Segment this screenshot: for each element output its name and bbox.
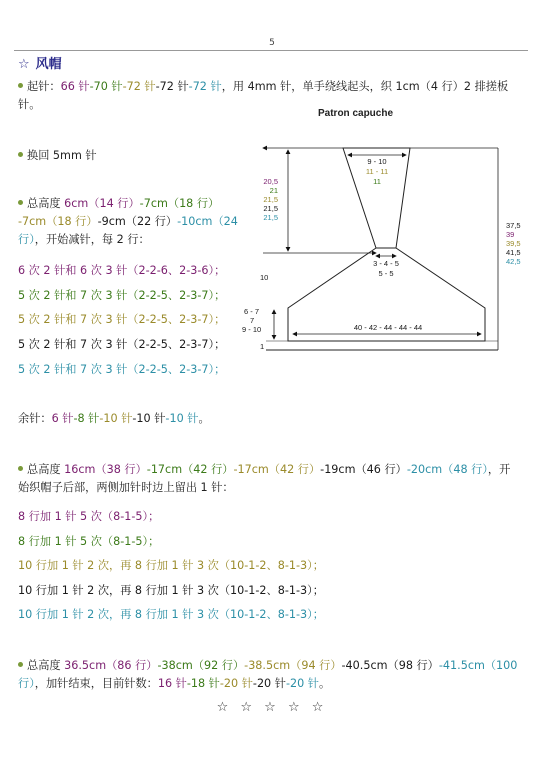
total-height-v3: 39,5	[506, 239, 521, 248]
total-height-v4: 41,5	[506, 248, 521, 257]
increase-line: 10 行加 1 针 2 次，再 8 行加 1 针 3 次（10-1-2、8-1-3）；	[18, 559, 324, 573]
bullet-icon	[18, 83, 23, 88]
increase-line: 8 行加 1 针 5 次（8-1-5）；	[18, 534, 160, 548]
left-height-v5: 21,5	[263, 213, 278, 222]
increase-line: 10 行加 1 针 2 次，再 8 行加 1 针 3 次（10-1-2、8-1-3）；	[18, 583, 324, 597]
total-height-1-paragraph	[18, 195, 248, 249]
total-height-3-prefix: 总高度	[27, 659, 61, 672]
stitch-count: -10 针	[132, 412, 166, 425]
bullet-icon	[18, 466, 23, 471]
decrease-line: 5 次 2 针和 7 次 3 针（2-2-5、2-3-7）；	[18, 288, 226, 302]
stitch-count: -20 针	[285, 677, 319, 690]
total-height-1-line3-teal: 行）	[18, 233, 35, 246]
height-value: 36.5cm（86 行）	[64, 659, 158, 672]
stitch-count: -72 针	[122, 80, 156, 93]
stitch-count: -20 针	[219, 677, 253, 690]
top-width-v1: 9 - 10	[367, 157, 387, 166]
stitch-count: -20 针	[252, 677, 286, 690]
total-height-v2: 39	[506, 230, 515, 239]
total-height-3-line2-mid: ，加针结束，目前针数：	[34, 677, 158, 690]
section-title	[18, 53, 62, 72]
stitch-count: -72 针	[188, 80, 222, 93]
needle-change-text: 换回 5mm 针	[27, 149, 97, 162]
left-height-v1: 20,5	[263, 177, 278, 186]
needle-change-paragraph	[18, 147, 97, 165]
label-10: 10	[260, 273, 269, 282]
total-height-2-line1	[64, 463, 488, 476]
height-value: -17cm（42 行）	[233, 463, 321, 476]
total-height-1-line3-tail: ，开始减针，每 2 行：	[34, 233, 150, 246]
total-height-v5: 42,5	[506, 257, 521, 266]
total-height-v1: 37,5	[506, 221, 521, 230]
total-height-3-counts	[158, 677, 319, 690]
increase-line: 8 行加 1 针 5 次（8-1-5）；	[18, 510, 160, 523]
stitch-count: 6 针	[51, 412, 74, 425]
neck-width-v1: 3 - 4 - 5	[373, 259, 399, 268]
cast-on-tail: ，用 4mm 针，单手绕线起头，织 1cm（4 行）2 排搓板	[221, 80, 509, 93]
height-value: -10cm（24	[177, 215, 238, 228]
left-height-v3: 21,5	[263, 195, 278, 204]
remaining-suffix: 。	[198, 412, 210, 425]
bottom-width-label: 40 - 42 - 44 - 44 - 44	[353, 323, 423, 332]
height-value: -17cm（42 行）	[146, 463, 234, 476]
decrease-line: 5 次 2 针和 7 次 3 针（2-2-5、2-3-7）；	[18, 362, 226, 376]
top-width-v2: 11 - 11	[365, 167, 389, 176]
neck-width-v2: 5 - 5	[378, 269, 394, 278]
title-text: 风帽	[35, 57, 62, 72]
height-value: -40.5cm（98 行）	[341, 659, 439, 672]
top-width-v3: 11	[373, 177, 381, 186]
total-height-1-prefix: 总高度	[27, 197, 61, 210]
left-height-v2: 21	[269, 186, 278, 195]
bullet-icon	[18, 662, 23, 667]
stitch-count: -8 针	[73, 412, 100, 425]
total-height-3-suffix: 。	[318, 677, 331, 690]
height-value: -41.5cm（100	[438, 659, 518, 672]
remaining-prefix: 余针：	[18, 412, 52, 425]
left-height-v4: 21,5	[263, 204, 278, 213]
height-value: -7cm（18 行）	[139, 197, 220, 210]
increase-lines	[18, 505, 324, 628]
increase-line: 10 行加 1 针 2 次，再 8 行加 1 针 3 次（10-1-2、8-1-3）；	[18, 608, 324, 622]
height-value: -9cm（22 行）	[97, 215, 178, 228]
decrease-lines	[18, 259, 225, 383]
page-number: 5	[269, 38, 275, 48]
total-height-3-paragraph	[18, 657, 530, 693]
hood-pattern-diagram	[238, 98, 528, 360]
height-value: -38cm（92 行）	[157, 659, 245, 672]
decrease-line: 5 次 2 针和 7 次 3 针（2-2-5、2-3-7）；	[18, 313, 226, 327]
height-value: -38.5cm（94 行）	[244, 659, 342, 672]
title-star-icon: ☆	[18, 57, 30, 72]
cast-on-counts	[61, 80, 222, 93]
height-value: 16cm（38 行）	[64, 463, 147, 476]
height-value: -19cm（46 行）	[320, 463, 407, 476]
cast-on-line2: 针。	[18, 98, 41, 111]
decrease-line: 6 次 2 针和 6 次 3 针（2-2-6、2-3-6）；	[18, 264, 226, 277]
stitch-count: -70 针	[89, 80, 123, 93]
height-value: -20cm（48 行）	[406, 463, 488, 476]
end-stars: ☆ ☆ ☆ ☆ ☆	[216, 700, 328, 715]
total-height-2-line2: 始织帽子后部，两侧加针时边上留出 1 针：	[18, 481, 234, 494]
bullet-icon	[18, 152, 23, 157]
total-height-2-paragraph	[18, 461, 530, 497]
cast-on-prefix: 起针：	[27, 80, 61, 93]
base-height-v2: 7	[250, 316, 255, 325]
stitch-count: -10 针	[165, 412, 199, 425]
remaining-paragraph	[18, 410, 210, 428]
remaining-counts	[52, 412, 199, 425]
height-value: 6cm（14 行）	[64, 197, 140, 210]
height-value: -7cm（18 行）	[18, 215, 98, 228]
label-1: 1	[260, 342, 265, 351]
title-rule	[14, 50, 528, 51]
total-height-1-line1	[64, 197, 219, 210]
stitch-count: -10 针	[99, 412, 133, 425]
decrease-line: 5 次 2 针和 7 次 3 针（2-2-5、2-3-7）；	[18, 338, 226, 352]
total-height-2-prefix: 总高度	[27, 463, 61, 476]
base-height-v1: 6 - 7	[244, 307, 260, 316]
total-height-1-line2	[18, 215, 238, 228]
stitch-count: 66 针	[60, 80, 90, 93]
total-height-3-line2-teal: 行）	[18, 677, 35, 690]
stitch-count: -72 针	[155, 80, 189, 93]
bullet-icon	[18, 200, 23, 205]
total-height-2-line1-tail: ，开	[487, 463, 511, 476]
stitch-count: -18 针	[186, 677, 220, 690]
diagram-title: Patron capuche	[318, 108, 394, 119]
total-height-3-line1	[64, 659, 517, 672]
base-height-v3: 9 - 10	[242, 325, 262, 334]
stitch-count: 16 针	[157, 677, 187, 690]
